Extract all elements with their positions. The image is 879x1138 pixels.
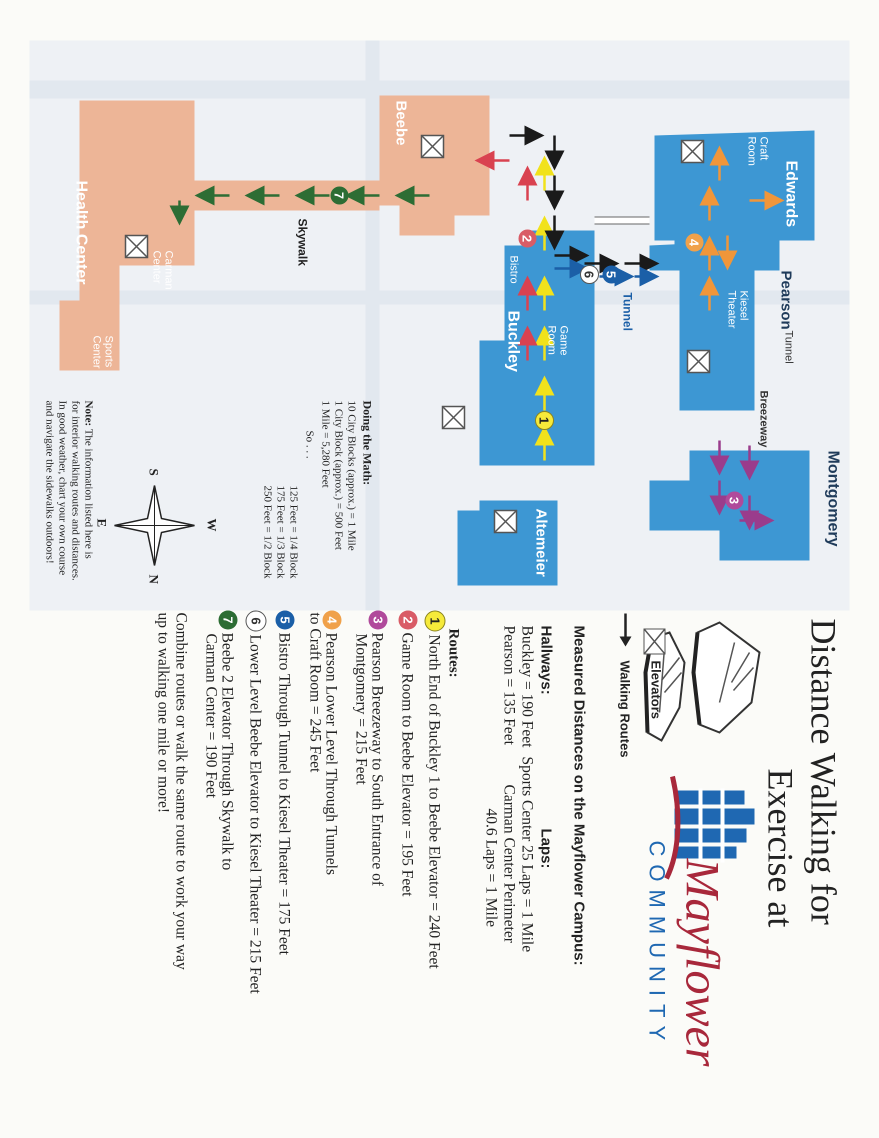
route-6-text: Lower Level Beebe Elevator to Kiesel Theater = 215 Feet <box>246 634 263 994</box>
route-5-badge: 5 <box>275 610 294 629</box>
legend-elevators: Elevators <box>648 660 663 719</box>
hallway-buckley: Buckley = 190 Feet <box>518 625 535 747</box>
map-label-bistro: Bistro <box>507 255 519 284</box>
map-label-breezeway: Breezeway <box>757 390 769 447</box>
map-label-kiesel-theater: Kiesel Theater <box>725 290 749 328</box>
map-label-altemeier: Altemeier <box>532 508 549 577</box>
svg-text:1: 1 <box>536 416 551 424</box>
note-line-2: for interior walking routes and distances. <box>69 400 81 581</box>
route-5-text: Bistro Through Tunnel to Kiesel Theater = 175 Feet <box>275 632 292 955</box>
map-label-game-room: Game Room <box>545 325 569 355</box>
compass-n: N <box>146 574 161 584</box>
legend-walking-routes: Walking Routes <box>617 660 632 758</box>
logo-community: COMMUNITY <box>644 840 669 1048</box>
route-2-text: Game Room to Beebe Elevator = 195 Feet <box>398 632 415 896</box>
map-label-edwards: Edwards <box>782 160 799 227</box>
note-line-4: and navigate the sidewalks outdoors! <box>43 400 55 564</box>
map-label-montgomery: Montgomery <box>824 450 841 546</box>
note-line-1: Note: The information listed here is <box>82 400 94 559</box>
math-feet-2: 175 Feet = 1/3 Block <box>274 485 286 578</box>
math-line-3: 1 Mile = 5,280 Feet <box>319 400 331 488</box>
hallway-pearson: Pearson = 135 Feet <box>500 625 517 745</box>
laps-line-1: Sports Center 25 Laps = 1 Mile <box>518 756 535 952</box>
route-3-text-2: Montgomery = 215 Feet <box>352 633 369 785</box>
svg-text:3: 3 <box>726 496 741 504</box>
measured-heading: Measured Distances on the Mayflower Campus: <box>570 625 587 966</box>
map-label-carman-center: Carman Center <box>150 250 174 290</box>
math-feet-1: 125 Feet = 1/4 Block <box>287 485 299 578</box>
route-4-text-2: to Craft Room = 245 Feet <box>306 612 323 772</box>
route-6-badge: 6 <box>245 610 266 631</box>
route-7-item <box>217 610 237 870</box>
map-label-sports-center: Sports Center <box>90 335 114 369</box>
svg-text:5: 5 <box>603 270 618 278</box>
laps-line-2: Carman Center Perimeter <box>500 784 517 943</box>
route-7-text-2: Carman Center = 190 Feet <box>202 633 219 798</box>
math-feet-3: 250 Feet = 1/2 Block <box>261 485 273 578</box>
math-line-1: 10 City Blocks (approx.) = 1 Mile <box>345 400 357 551</box>
svg-text:6: 6 <box>581 270 596 278</box>
math-line-2: 1 City Block (approx.) = 500 Feet <box>332 400 344 550</box>
route-1-text: North End of Buckley 1 to Beebe Elevator = 240 Feet <box>425 634 442 969</box>
route-6-item <box>245 610 266 993</box>
map-label-pearson: Pearson <box>777 270 794 330</box>
math-heading: Doing the Math: <box>360 400 374 485</box>
note-line-3: In good weather, chart your own course <box>56 400 68 575</box>
svg-text:7: 7 <box>331 191 346 199</box>
map-label-craft-room: Craft Room <box>745 136 769 166</box>
route-3-badge: 3 <box>368 610 387 629</box>
compass-w: W <box>204 518 219 531</box>
map-label-skywalk: Skywalk <box>295 218 309 266</box>
route-1-item <box>424 610 445 968</box>
map-label-health-center: Health Center <box>72 180 89 285</box>
svg-text:4: 4 <box>686 238 701 246</box>
route-7-text: Beebe 2 Elevator Through Skywalk to <box>218 632 235 870</box>
compass-e: E <box>94 518 109 527</box>
route-5-item <box>274 610 294 954</box>
route-2-item <box>397 610 417 896</box>
title-line-2: Exercise at <box>760 768 800 927</box>
math-so: So . . . <box>303 430 315 459</box>
route-4-badge: 4 <box>322 610 341 629</box>
elevator-icon <box>643 628 665 654</box>
laps-heading: Laps: <box>537 828 554 869</box>
compass-rose-icon <box>109 480 199 570</box>
map-label-tunnel-main: Tunnel <box>620 292 634 331</box>
map-label-tunnel-side: Tunnel <box>782 330 794 364</box>
hallways-heading: Hallways: <box>537 625 554 695</box>
walking-route-arrow-icon <box>618 610 632 650</box>
route-3-item <box>367 610 387 886</box>
route-2-badge: 2 <box>398 610 417 629</box>
compass-s: S <box>146 468 161 476</box>
route-3-text: Pearson Breezeway to South Entrance of <box>368 632 385 886</box>
route-1-badge: 1 <box>424 610 445 631</box>
svg-text:2: 2 <box>519 234 534 242</box>
routes-heading: Routes: <box>445 628 461 678</box>
laps-line-3: 40.6 Laps = 1 Mile <box>482 808 499 927</box>
route-4-text: Pearson Lower Level Through Tunnels <box>322 632 339 875</box>
campus-map <box>29 40 849 610</box>
route-7-badge: 7 <box>218 610 237 629</box>
map-label-beebe: Beebe <box>392 100 409 146</box>
title-line-1: Distance Walking for <box>803 618 843 925</box>
route-4-item <box>321 610 341 875</box>
map-label-buckley: Buckley <box>504 310 521 372</box>
logo-name: Mayflower <box>675 858 728 1066</box>
combine-line-2: up to walking one mile or more! <box>154 612 171 813</box>
combine-line-1: Combine routes or walk the same route to work your way <box>172 612 189 970</box>
